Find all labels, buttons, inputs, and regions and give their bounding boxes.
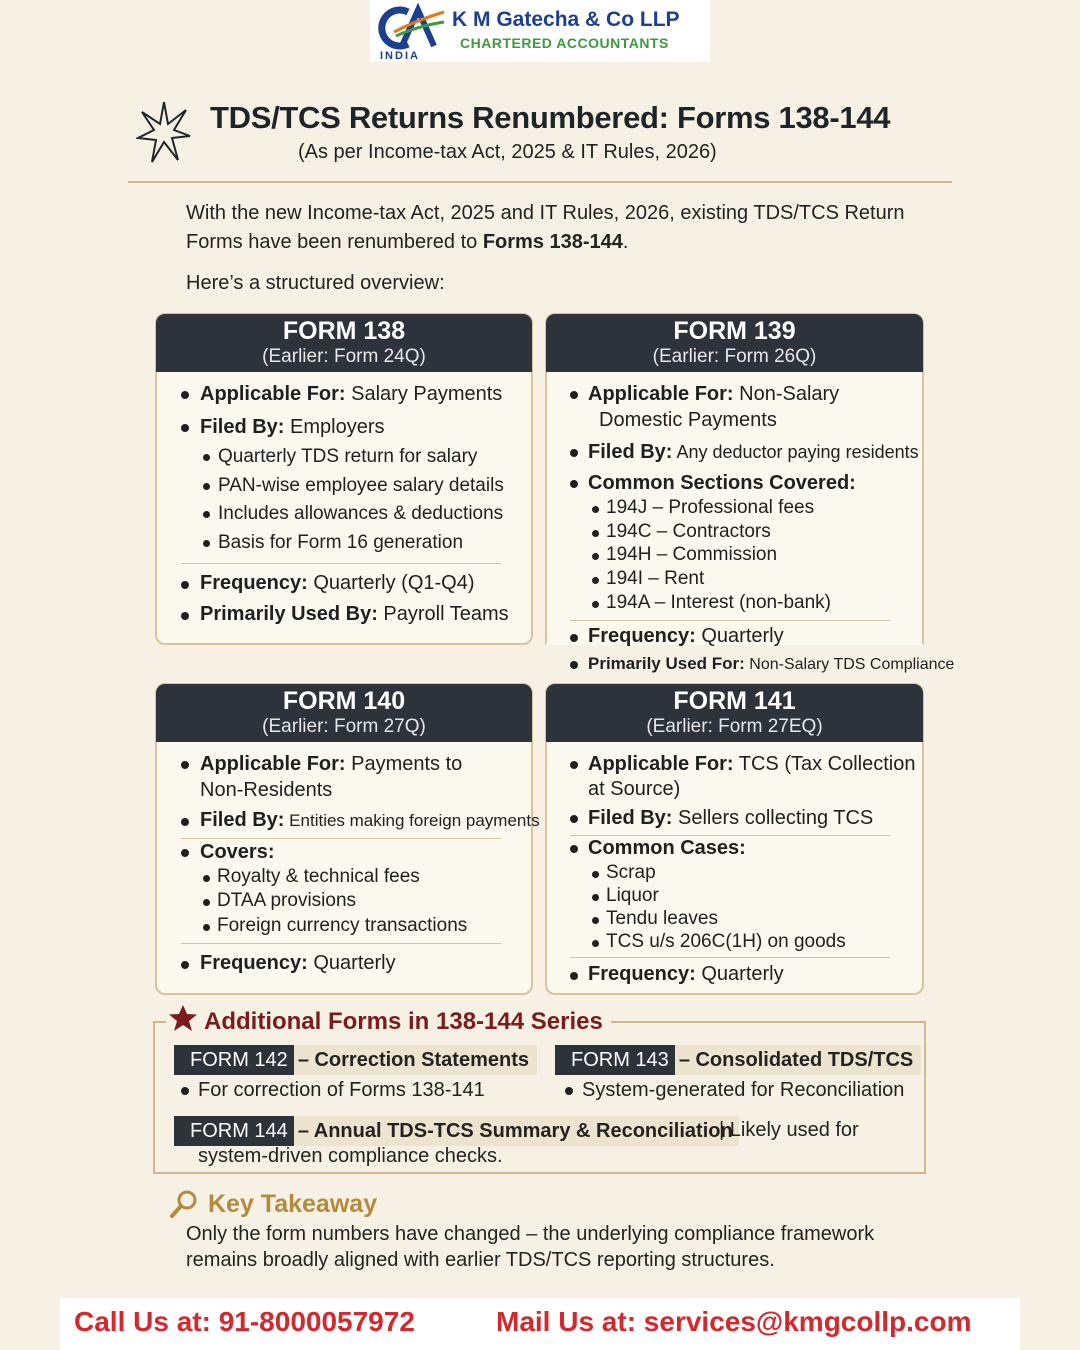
form-141-case: Tendu leaves: [606, 908, 718, 929]
form-141-cases: Common Cases:: [588, 837, 746, 859]
form-138-applicable: Applicable For: Salary Payments: [200, 383, 503, 405]
form-143-note: System-generated for Reconciliation: [582, 1079, 905, 1101]
divider: [570, 835, 890, 836]
form-141-applicable-cont: at Source): [588, 778, 681, 800]
intro-paragraph: With the new Income-tax Act, 2025 and IT Rules, 2026, existing TDS/TCS Return Forms have been renumbered to Forms 138-144.: [186, 202, 905, 253]
form-143-row: [555, 1045, 921, 1075]
divider: [181, 943, 501, 944]
form-140-frequency: Frequency: Quarterly: [200, 952, 396, 974]
form-138-frequency: Frequency: Quarterly (Q1-Q4): [200, 572, 475, 594]
takeaway-title: Key Takeaway: [208, 1190, 378, 1218]
form-138-detail: Quarterly TDS return for salary: [218, 446, 478, 467]
form-138-used-by: Primarily Used By: Payroll Teams: [200, 603, 509, 625]
form-142-desc: – Correction Statements: [297, 1049, 529, 1071]
form-139-section: 194H – Commission: [606, 544, 778, 565]
form-139-section: 194A – Interest (non-bank): [606, 592, 831, 613]
form-138-card: [155, 313, 533, 645]
form-138-detail: Basis for Form 16 generation: [218, 532, 464, 553]
form-144-tag: FORM 144: [174, 1116, 294, 1146]
form-141-header: [546, 684, 923, 742]
form-138-filed-by: Filed By: Employers: [200, 416, 385, 438]
form-142-tag: FORM 142: [174, 1045, 294, 1075]
additional-forms-heading: [166, 1004, 611, 1036]
firm-subtitle: CHARTERED ACCOUNTANTS: [460, 35, 669, 51]
form-139-section: 194I – Rent: [606, 568, 705, 589]
form-139-used-for: Primarily Used For: Non-Salary TDS Compliance: [588, 654, 955, 673]
page-title: TDS/TCS Returns Renumbered: Forms 138-144: [210, 100, 891, 135]
form-141-card: [545, 683, 924, 995]
form-139-section: 194C – Contractors: [606, 521, 771, 542]
form-142-row: [174, 1045, 537, 1075]
intro-highlight: Forms 138-144: [482, 231, 623, 253]
form-140-applicable-cont: Non-Residents: [200, 779, 333, 801]
form-140-title: FORM 140: [282, 687, 406, 715]
form-140-earlier: (Earlier: Form 27Q): [262, 716, 426, 737]
form-140-covers: Covers:: [200, 841, 275, 863]
magnifier-icon: [168, 1188, 200, 1220]
form-140-cover-item: Royalty & technical fees: [217, 866, 420, 887]
form-139-applicable: Applicable For: Non-Salary: [588, 383, 840, 405]
divider: [181, 563, 501, 564]
title-divider: [128, 181, 952, 183]
form-139-sections: Common Sections Covered:: [588, 472, 856, 494]
form-139-card: [545, 313, 924, 645]
firm-name: K M Gatecha & Co LLP: [452, 8, 680, 31]
logo-country: INDIA: [380, 50, 420, 60]
form-141-frequency: Frequency: Quarterly: [588, 963, 784, 985]
form-143-tag: FORM 143: [555, 1045, 675, 1075]
mail-contact: Mail Us at: services@kmgcollp.com: [496, 1306, 972, 1337]
form-139-header: [546, 314, 923, 372]
form-139-section: 194J – Professional fees: [606, 497, 815, 518]
overview-label: Here’s a structured overview:: [186, 272, 445, 294]
form-142-note: For correction of Forms 138-141: [198, 1079, 485, 1101]
form-139-earlier: (Earlier: Form 26Q): [652, 346, 817, 367]
page-subtitle: (As per Income-tax Act, 2025 & IT Rules, 2026): [298, 141, 717, 163]
form-139-title: FORM 139: [673, 317, 796, 345]
form-143-desc: – Consolidated TDS/TCS: [678, 1049, 914, 1071]
form-144-row: [174, 1116, 739, 1146]
ca-logo-icon: [372, 2, 452, 60]
form-141-case: Scrap: [606, 862, 656, 883]
form-140-card: [155, 683, 540, 995]
form-139-filed-by: Filed By: Any deductor paying residents: [588, 441, 919, 463]
form-141-case: TCS u/s 206C(1H) on goods: [606, 931, 846, 952]
form-141-earlier: (Earlier: Form 27EQ): [646, 716, 823, 737]
divider: [570, 957, 890, 958]
form-140-cover-item: DTAA provisions: [217, 890, 357, 911]
form-138-earlier: (Earlier: Form 24Q): [262, 346, 426, 367]
divider: [181, 838, 501, 839]
starburst-icon: [136, 100, 192, 166]
takeaway-text: Only the form numbers have changed – the underlying compliance framework remains broadly aligned with earlier TDS/TCS reporting structures.: [186, 1223, 875, 1271]
form-139-applicable-cont: Domestic Payments: [599, 409, 777, 431]
form-138-detail: Includes allowances & deductions: [218, 503, 504, 524]
form-141-case: Liquor: [606, 885, 659, 906]
form-141-filed-by: Filed By: Sellers collecting TCS: [588, 807, 874, 829]
form-139-frequency: Frequency: Quarterly: [588, 625, 784, 647]
form-138-header: [156, 314, 532, 372]
form-140-cover-item: Foreign currency transactions: [217, 915, 468, 936]
form-144-desc: – Annual TDS-TCS Summary & Reconciliation: [297, 1120, 733, 1142]
form-141-applicable: Applicable For: TCS (Tax Collection: [588, 753, 916, 775]
divider: [570, 620, 890, 621]
form-140-header: [156, 684, 532, 742]
additional-forms-title: Additional Forms in 138-144 Series: [204, 1008, 603, 1035]
form-140-applicable: Applicable For: Payments to: [200, 753, 463, 775]
form-140-filed-by: Filed By: Entities making foreign payments: [200, 809, 540, 831]
form-141-title: FORM 141: [673, 687, 796, 715]
form-138-title: FORM 138: [282, 317, 406, 345]
star-icon: [168, 1004, 198, 1032]
form-144-note-cont: system-driven compliance checks.: [198, 1145, 503, 1167]
form-144-note: | Likely used for: [719, 1119, 859, 1141]
call-contact: Call Us at: 91-8000057972: [74, 1306, 415, 1337]
form-138-detail: PAN-wise employee salary details: [218, 475, 504, 496]
